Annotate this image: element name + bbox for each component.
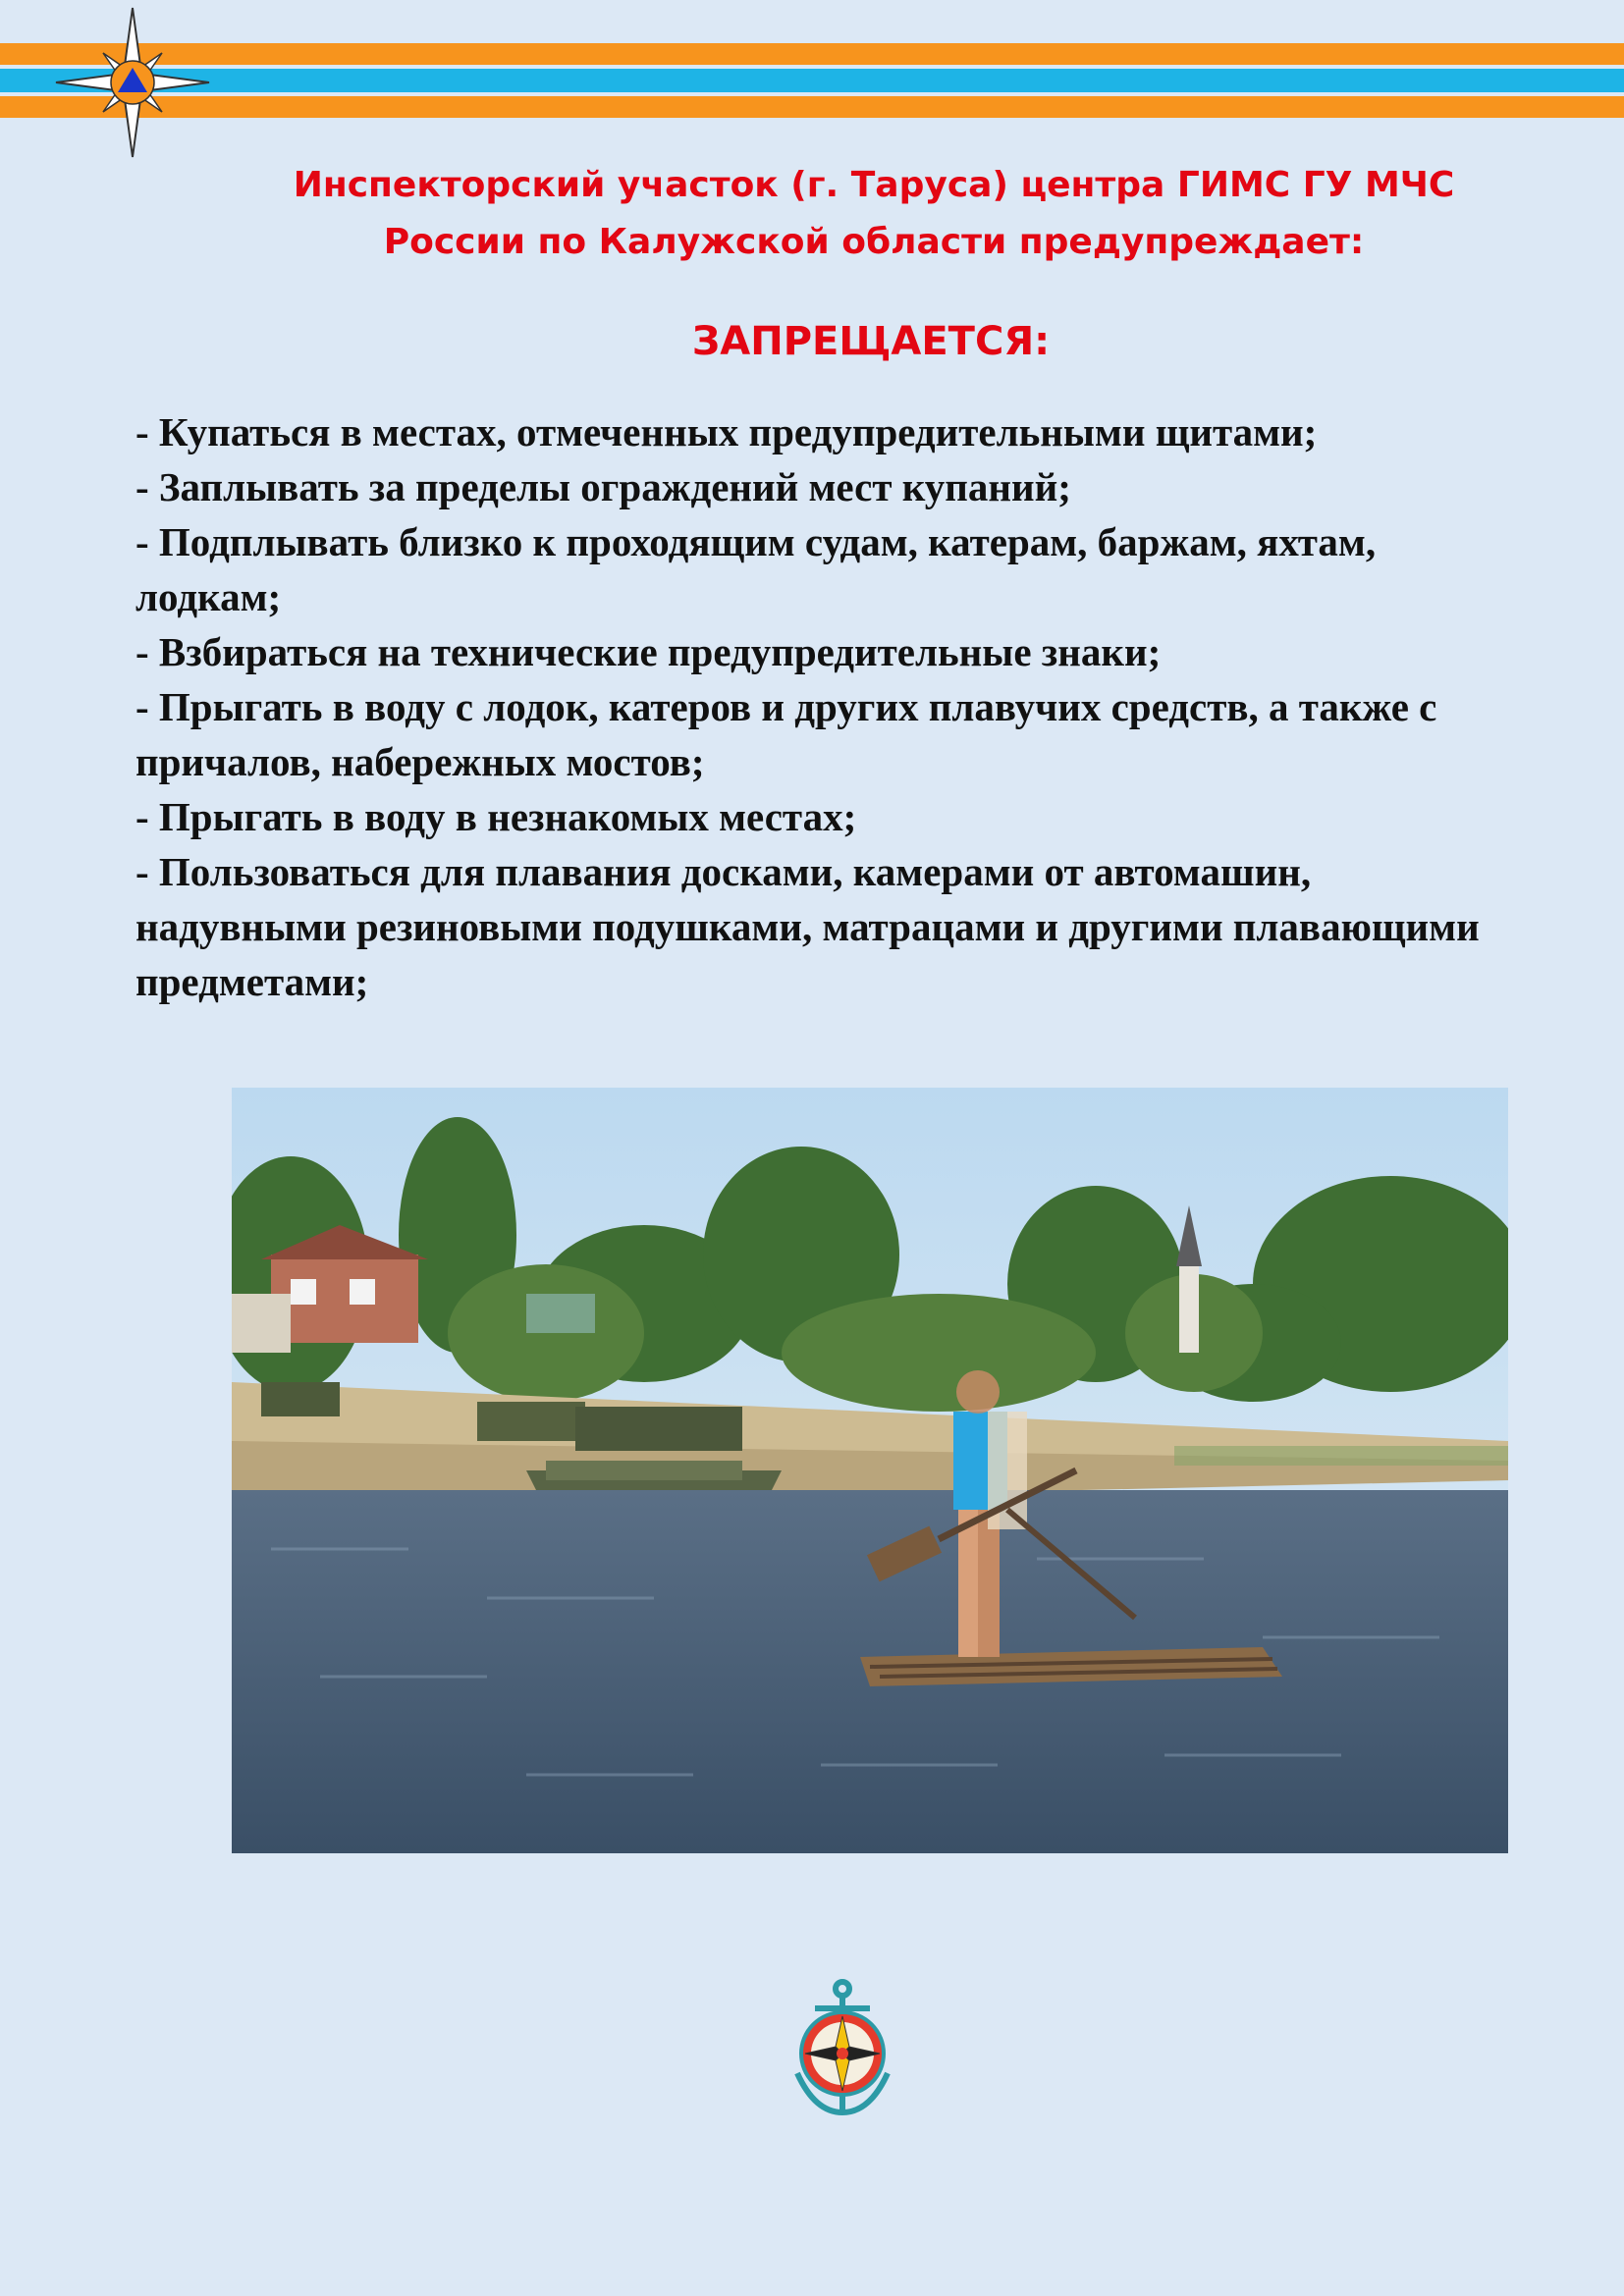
rule-item: - Купаться в местах, отмеченных предупредительными щитами;	[135, 409, 1318, 454]
rule-item: - Прыгать в воду в незнакомых местах;	[135, 794, 857, 839]
rule-item: - Пользоваться для плавания досками, камерами от автомашин, надувными резиновыми подушками, матрацами и другими плавающими предметами;	[135, 849, 1480, 1004]
river-raft-photo	[232, 1088, 1508, 1853]
rule-item: - Подплывать близко к проходящим судам, катерам, баржам, яхтам, лодкам;	[135, 519, 1377, 619]
rule-item: - Взбираться на технические предупредительные знаки;	[135, 629, 1162, 674]
gims-anchor-compass-icon	[785, 1979, 899, 2122]
mchs-star-emblem-icon	[53, 6, 212, 159]
announcement-header	[196, 157, 1551, 271]
orange-stripe-top	[0, 43, 1624, 65]
rule-item: - Прыгать в воду с лодок, катеров и других плавучих средств, а также с причалов, набережных мостов;	[135, 684, 1437, 784]
header-line-2: России по Калужской области предупреждает:	[383, 222, 1365, 262]
header-stripes	[0, 43, 1624, 122]
blue-stripe	[0, 69, 1624, 92]
rules-list	[135, 404, 1530, 1009]
header-line-1: Инспекторский участок (г. Таруса) центра ГИМС ГУ МЧС	[293, 165, 1455, 205]
orange-stripe-bottom	[0, 96, 1624, 118]
rule-item: - Заплывать за пределы ограждений мест купаний;	[135, 464, 1071, 509]
warning-title: ЗАПРЕЩАЕТСЯ:	[691, 319, 1051, 364]
